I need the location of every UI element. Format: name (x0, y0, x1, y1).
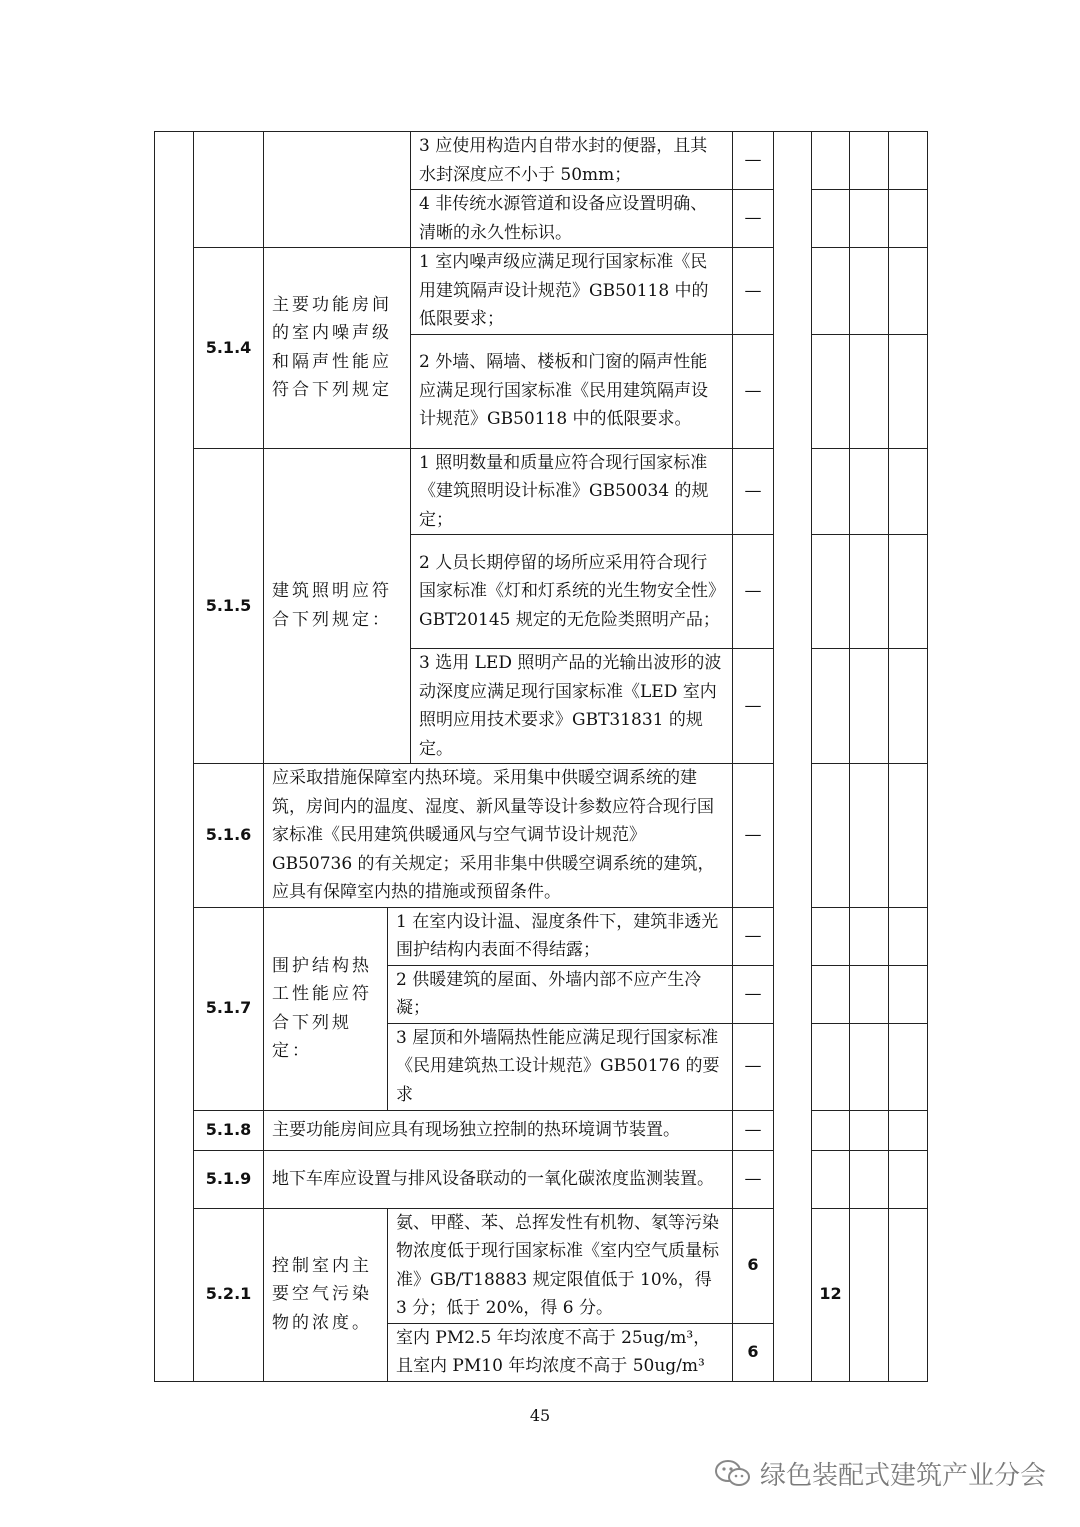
score-cell: 6 (733, 1323, 774, 1381)
score-cell: — (733, 907, 774, 965)
clause-code: 5.1.5 (194, 448, 264, 764)
requirement-cell: 室内 PM2.5 年均浓度不高于 25ug/m³，且室内 PM10 年均浓度不高于 50ug/m³ (388, 1323, 733, 1381)
score-cell: — (733, 132, 774, 190)
requirement-cell: 2 人员长期停留的场所应采用符合现行国家标准《灯和灯系统的光生物安全性》GBT20145 规定的无危险类照明产品； (411, 535, 733, 649)
requirement-cell: 4 非传统水源管道和设备应设置明确、清晰的永久性标识。 (411, 190, 733, 248)
table-row (155, 1110, 928, 1150)
clause-text: 主要功能房间应具有现场独立控制的热环境调节装置。 (264, 1110, 733, 1150)
score-cell: — (733, 190, 774, 248)
score-cell: — (733, 649, 774, 764)
requirement-cell: 3 屋顶和外墙隔热性能应满足现行国家标准《民用建筑热工设计规范》GB50176 的要求 (388, 1023, 733, 1110)
requirement-cell: 2 供暖建筑的屋面、外墙内部不应产生冷凝； (388, 965, 733, 1023)
score-cell: — (733, 1110, 774, 1150)
total-cell (774, 132, 812, 1382)
clause-code: 5.1.4 (194, 248, 264, 449)
score-cell: — (733, 248, 774, 335)
requirement-cell: 3 选用 LED 照明产品的光输出波形的波动深度应满足现行国家标准《LED 室内照明应用技术要求》GBT31831 的规定。 (411, 649, 733, 764)
requirement-cell: 1 照明数量和质量应符合现行国家标准《建筑照明设计标准》GB50034 的规定； (411, 448, 733, 535)
clause-title: 围护结构热工性能应符合下列规定： (264, 907, 388, 1110)
clause-code: 5.2.1 (194, 1208, 264, 1381)
clause-text: 应采取措施保障室内热环境。采用集中供暖空调系统的建筑，房间内的温度、湿度、新风量等设计参数应符合现行国家标准《民用建筑供暖通风与空气调节设计规范》GB50736 的有关规定；采用非集中供暖空调系统的建筑，应具有保障室内热的措施或预留条件。 (264, 764, 733, 908)
requirement-cell: 2 外墙、隔墙、楼板和门窗的隔声性能应满足现行国家标准《民用建筑隔声设计规范》GB50118 中的低限要求。 (411, 334, 733, 448)
total-score-cell: 12 (812, 1208, 850, 1381)
clause-title: 主要功能房间的室内噪声级和隔声性能应符合下列规定 (264, 248, 411, 449)
clause-title: 控制室内主要空气污染物的浓度。 (264, 1208, 388, 1381)
score-cell: 6 (733, 1208, 774, 1323)
table-row (155, 1208, 928, 1323)
table-row (155, 132, 928, 190)
score-cell: — (733, 1023, 774, 1110)
requirement-cell: 1 在室内设计温、湿度条件下，建筑非透光围护结构内表面不得结露； (388, 907, 733, 965)
wechat-icon (714, 1459, 752, 1489)
evaluation-table (154, 131, 928, 1382)
clause-title: 建筑照明应符合下列规定： (264, 448, 411, 764)
watermark (714, 1455, 1046, 1492)
score-cell: — (733, 965, 774, 1023)
score-cell: — (733, 334, 774, 448)
clause-code: 5.1.7 (194, 907, 264, 1110)
table-row (155, 1150, 928, 1208)
page-number: 45 (529, 1406, 551, 1425)
requirement-cell: 3 应使用构造内自带水封的便器，且其水封深度应不小于 50mm； (411, 132, 733, 190)
category-cell (155, 132, 194, 1382)
table-row (155, 448, 928, 535)
score-cell: — (733, 535, 774, 649)
clause-code: 5.1.8 (194, 1110, 264, 1150)
requirement-cell: 氨、甲醛、苯、总挥发性有机物、氡等污染物浓度低于现行国家标准《室内空气质量标准》GB/T18883 规定限值低于 10%，得 3 分；低于 20%，得 6 分。 (388, 1208, 733, 1323)
table-row (155, 764, 928, 908)
table-row (155, 248, 928, 335)
score-cell: — (733, 1150, 774, 1208)
table-row (155, 907, 928, 965)
score-cell: — (733, 448, 774, 535)
watermark-text: 绿色装配式建筑产业分会 (759, 1461, 1046, 1491)
requirement-cell: 1 室内噪声级应满足现行国家标准《民用建筑隔声设计规范》GB50118 中的低限要求； (411, 248, 733, 335)
clause-code: 5.1.9 (194, 1150, 264, 1208)
score-cell: — (733, 764, 774, 908)
clause-code: 5.1.6 (194, 764, 264, 908)
clause-text: 地下车库应设置与排风设备联动的一氧化碳浓度监测装置。 (264, 1150, 733, 1208)
